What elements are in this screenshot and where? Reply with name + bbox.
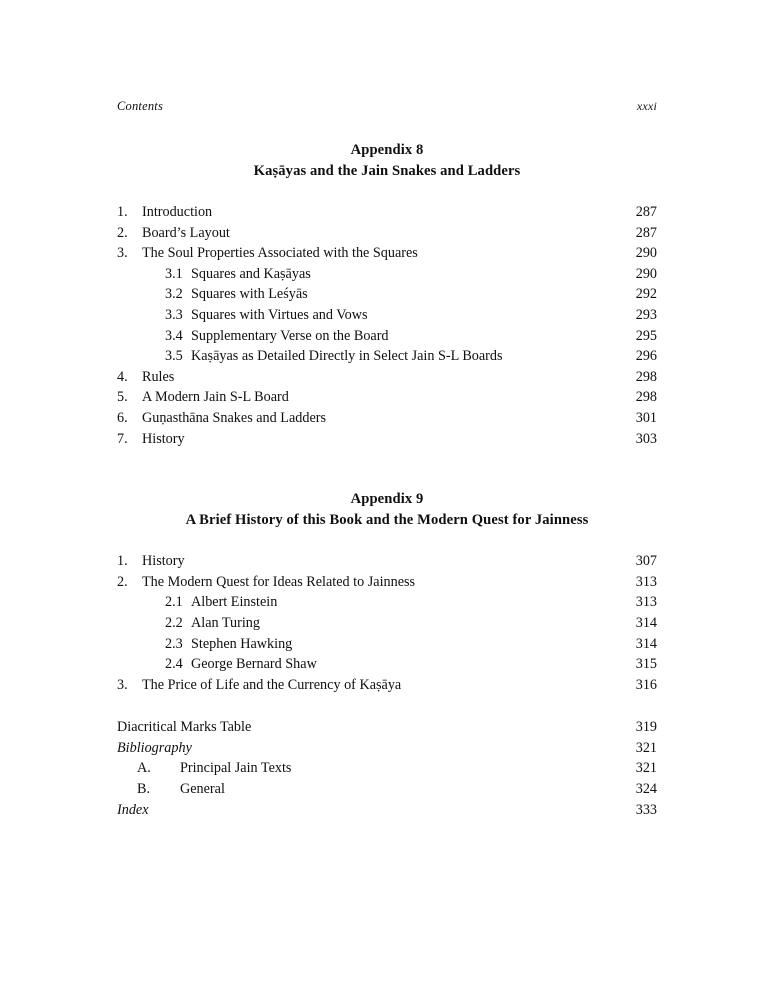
toc-entry-label: History [142,430,185,447]
toc-entry-label: Guṇasthāna Snakes and Ladders [142,409,326,426]
toc-entry-label: The Price of Life and the Currency of Kaṣāya [142,676,402,693]
toc-entry-number: A. [137,760,151,777]
toc-entry[interactable] [117,677,657,698]
toc-entry-number: 3.3 [165,306,183,323]
appendix-9-heading-line1: Appendix 9 [350,491,424,508]
toc-entry-number: 3.4 [165,327,183,344]
toc-entry-page: 333 [635,801,657,818]
toc-entry[interactable] [117,369,657,390]
toc-entry-number: 2.4 [165,656,183,673]
toc-entry-page: 313 [635,573,657,590]
toc-entry-page: 313 [635,594,657,611]
toc-entry-label: Squares and Kaṣāyas [191,265,311,282]
toc-entry-page: 301 [635,409,657,426]
toc-entry[interactable] [117,389,657,410]
toc-entry-label: Squares with Leśyās [191,286,308,303]
toc-entry-page: 303 [635,430,657,447]
toc-entry-page: 298 [635,389,657,406]
toc-entry-label: Albert Einstein [191,594,278,611]
appendix-8-entry-list [117,204,657,451]
toc-entry[interactable] [117,225,657,246]
toc-entry[interactable] [117,348,657,369]
toc-entry-page: 296 [635,348,657,365]
toc-entry-number: 2.2 [165,614,183,631]
toc-entry-page: 321 [635,739,657,756]
toc-entry-label: Rules [142,368,175,385]
toc-content [117,140,657,822]
toc-entry-page: 314 [635,635,657,652]
appendix-8-heading-line1: Appendix 8 [350,142,424,158]
toc-entry-label: Bibliography [117,739,192,756]
toc-entry[interactable] [117,553,657,574]
toc-entry[interactable] [117,781,657,802]
toc-entry-label: George Bernard Shaw [191,656,317,673]
toc-entry-page: 292 [635,286,657,303]
toc-entry-page: 290 [635,265,657,282]
toc-entry[interactable] [117,656,657,677]
toc-entry-page: 307 [635,553,657,570]
toc-entry-label: General [180,781,225,798]
toc-entry-label: Stephen Hawking [191,635,293,652]
toc-entry-label: Squares with Virtues and Vows [191,306,368,323]
toc-entry[interactable] [117,615,657,636]
toc-entry-page: 298 [635,368,657,385]
toc-entry-number: 6. [117,409,128,426]
toc-entry-page: 314 [635,614,657,631]
toc-entry-page: 319 [635,719,657,736]
back-matter-list [117,719,657,822]
toc-entry[interactable] [117,410,657,431]
appendix-8-heading [117,140,657,182]
back-matter-spacer [117,697,657,707]
toc-entry-number: 7. [117,430,128,447]
toc-entry-label: Alan Turing [191,614,260,631]
toc-entry-label: The Modern Quest for Ideas Related to Jainness [142,573,416,590]
toc-entry[interactable] [117,286,657,307]
toc-entry[interactable] [117,574,657,595]
toc-entry-number: 1. [117,204,128,220]
appendix-9-heading [117,489,657,531]
toc-entry-page: 287 [635,204,657,220]
toc-entry-page: 316 [635,676,657,693]
toc-entry-label: Kaṣāyas as Detailed Directly in Select Jain S-L Boards [191,348,503,365]
toc-entry-number: 2.3 [165,635,183,652]
toc-entry-label: Board’s Layout [142,224,230,241]
toc-entry-label: Index [117,801,149,818]
toc-entry-label: Diacritical Marks Table [117,719,252,736]
page-folio-number: xxxi [636,99,657,113]
toc-entry-page: 315 [635,656,657,673]
toc-entry-label: The Soul Properties Associated with the Squares [142,245,418,262]
toc-entry[interactable] [117,740,657,761]
toc-entry-number: 2. [117,224,128,241]
toc-entry-label: Supplementary Verse on the Board [191,327,389,344]
toc-entry-page: 324 [635,781,657,798]
toc-entry[interactable] [117,636,657,657]
toc-entry[interactable] [117,760,657,781]
toc-entry-page: 295 [635,327,657,344]
toc-entry-label: A Modern Jain S-L Board [142,389,289,406]
toc-entry-number: 2.1 [165,594,183,611]
toc-entry[interactable] [117,594,657,615]
toc-entry-number: 3.1 [165,265,183,282]
toc-entry-number: 3.2 [165,286,183,303]
toc-entry-label: History [142,553,185,570]
running-head-title: Contents [117,99,164,113]
toc-entry[interactable] [117,266,657,287]
toc-entry-page: 321 [635,760,657,777]
toc-entry-page: 290 [635,245,657,262]
toc-entry-page: 287 [635,224,657,241]
toc-entry-number: 4. [117,368,128,385]
running-head [117,99,657,114]
toc-entry[interactable] [117,328,657,349]
toc-entry-number: 2. [117,573,128,590]
toc-entry-number: 3.5 [165,348,183,365]
toc-entry[interactable] [117,802,657,823]
toc-entry[interactable] [117,307,657,328]
toc-entry-label: Principal Jain Texts [180,760,292,777]
appendix-9-entry-list [117,553,657,697]
toc-entry-number: 1. [117,553,128,570]
toc-entry[interactable] [117,719,657,740]
appendix-9-heading-line2: A Brief History of this Book and the Modern Quest for Jainness [185,512,589,529]
toc-entry-number: 3. [117,676,128,693]
toc-entry-label: Introduction [142,204,213,220]
appendix-8-heading-line2: Kaṣāyas and the Jain Snakes and Ladders [253,163,521,179]
toc-entry-number: 5. [117,389,128,406]
toc-entry[interactable] [117,204,657,225]
toc-entry-number: 3. [117,245,128,262]
toc-entry-page: 293 [635,306,657,323]
toc-entry-number: B. [137,781,151,798]
toc-entry[interactable] [117,431,657,452]
toc-entry[interactable] [117,245,657,266]
